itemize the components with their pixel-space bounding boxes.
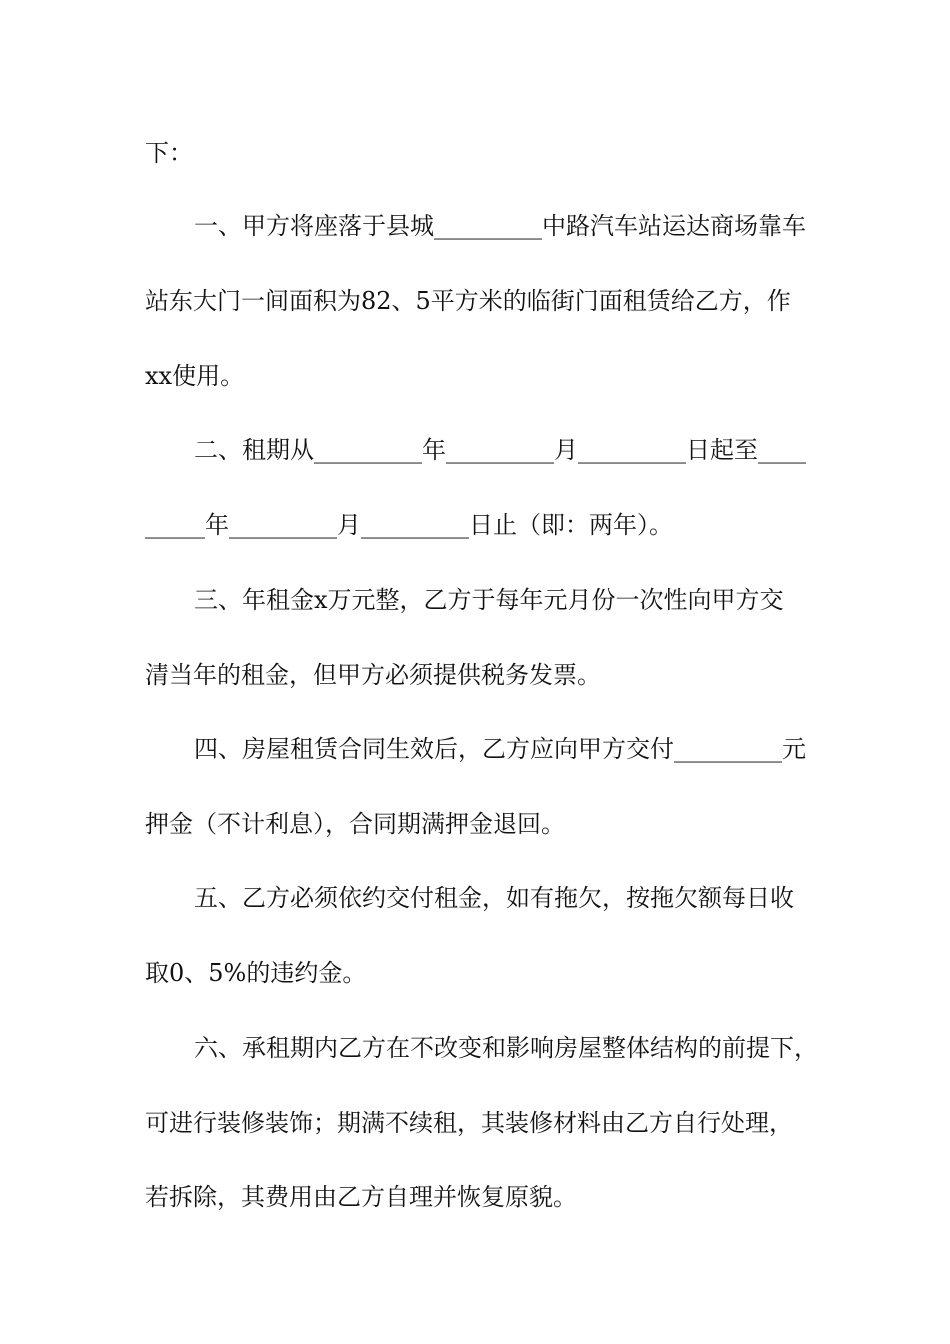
- text-line-continuation: 下：: [145, 139, 193, 167]
- clause-1-line-2: 站东大门一间面积为82、5平方米的临街门面租赁给乙方，作: [145, 287, 791, 315]
- clause-4-line-1: 四、房屋租赁合同生效后，乙方应向甲方交付_________元: [194, 735, 806, 763]
- clause-2-line-1: 二、租期从_________年_________月_________日起至____: [194, 436, 806, 464]
- clause-4-line-2: 押金（不计利息），合同期满押金退回。: [145, 810, 565, 838]
- clause-6-line-2: 可进行装修装饰；期满不续租，其装修材料由乙方自行处理，: [145, 1109, 793, 1137]
- clause-1-line-1: 一、甲方将座落于县城_________中路汽车站运达商场靠车: [194, 212, 806, 240]
- clause-2-line-2: _____年_________月_________日止（即：两年）。: [145, 511, 673, 539]
- clause-3-line-2: 清当年的租金，但甲方必须提供税务发票。: [145, 661, 601, 689]
- clause-1-line-3: xx使用。: [145, 362, 245, 390]
- clause-6-line-3: 若拆除，其费用由乙方自理并恢复原貌。: [145, 1183, 577, 1211]
- clause-3-line-1: 三、年租金x万元整，乙方于每年元月份一次性向甲方交: [194, 586, 784, 614]
- clause-5-line-1: 五、乙方必须依约交付租金，如有拖欠，按拖欠额每日收: [194, 884, 794, 912]
- clause-5-line-2: 取0、5%的违约金。: [145, 959, 367, 987]
- clause-6-line-1: 六、承租期内乙方在不改变和影响房屋整体结构的前提下，: [194, 1034, 818, 1062]
